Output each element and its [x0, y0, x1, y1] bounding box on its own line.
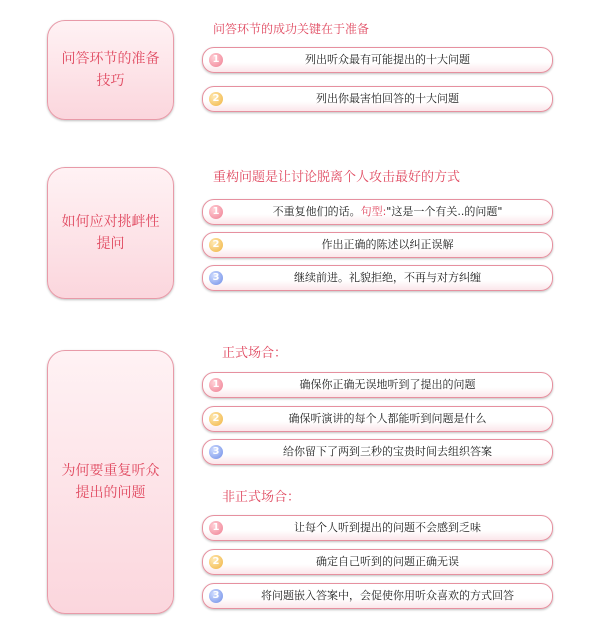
- item-text: 给你留下了两到三秒的宝贵时间去组织答案: [283, 445, 492, 458]
- section-3-subheading-informal: 非正式场合：: [222, 490, 301, 505]
- number-badge-icon: 1: [209, 378, 223, 392]
- item-text: 列出你最害怕回答的十大问题: [316, 92, 459, 105]
- section-3-formal-item-3: [202, 439, 553, 465]
- item-text: 确保你正确无误地听到了提出的问题: [299, 378, 476, 391]
- section-2-item-1: [202, 199, 553, 225]
- section-2-heading: 重构问题是让讨论脱离个人攻击最好的方式: [213, 170, 461, 185]
- number-badge-icon: 2: [209, 412, 223, 426]
- item-text: 作出正确的陈述以纠正误解: [321, 238, 454, 251]
- section-3-informal-item-1: [202, 515, 553, 541]
- item-text: 让每个人听到提出的问题不会感到乏味: [294, 521, 481, 534]
- item-text: 确保听演讲的每个人都能听到问题是什么: [288, 412, 487, 425]
- section-2-item-2: [202, 232, 553, 258]
- section-2-title-box: [47, 167, 174, 299]
- number-badge-icon: 3: [209, 445, 223, 459]
- number-badge-icon: 3: [209, 271, 223, 285]
- section-3-informal-item-2: [202, 549, 553, 575]
- section-3-formal-item-2: [202, 406, 553, 432]
- item-text: 将问题嵌入答案中，会促使你用听众喜欢的方式回答: [261, 589, 514, 602]
- item-text: 继续前进。礼貌拒绝，不再与对方纠缠: [294, 271, 481, 284]
- section-1-heading: 问答环节的成功关键在于准备: [213, 22, 370, 36]
- section-3-title-box: [47, 350, 174, 614]
- section-1-item-2: [202, 86, 553, 112]
- section-3-informal-item-3: [202, 583, 553, 609]
- section-1-item-1: [202, 47, 553, 73]
- number-badge-icon: 1: [209, 205, 223, 219]
- section-1-title: 问答环节的准备技巧: [61, 51, 160, 89]
- item-text-highlight: 句型:: [360, 205, 387, 218]
- number-badge-icon: 2: [209, 555, 223, 569]
- number-badge-icon: 1: [209, 53, 223, 67]
- section-3-formal-item-1: [202, 372, 553, 398]
- item-text-post: "这是一个有关..的问题": [386, 205, 503, 218]
- section-3-subheading-formal: 正式场合：: [222, 346, 288, 361]
- section-2-item-3: [202, 265, 553, 291]
- item-text: 确定自己听到的问题正确无误: [316, 555, 459, 568]
- section-2-title: 如何应对挑衅性提问: [61, 214, 160, 252]
- item-text: [229, 200, 546, 224]
- item-text: 列出听众最有可能提出的十大问题: [305, 53, 470, 66]
- number-badge-icon: 1: [209, 521, 223, 535]
- number-badge-icon: 3: [209, 589, 223, 603]
- item-text-pre: 不重复他们的话。: [272, 205, 361, 218]
- section-1-title-box: [47, 20, 174, 120]
- number-badge-icon: 2: [209, 238, 223, 252]
- number-badge-icon: 2: [209, 92, 223, 106]
- section-3-title: 为何要重复听众提出的问题: [61, 463, 160, 501]
